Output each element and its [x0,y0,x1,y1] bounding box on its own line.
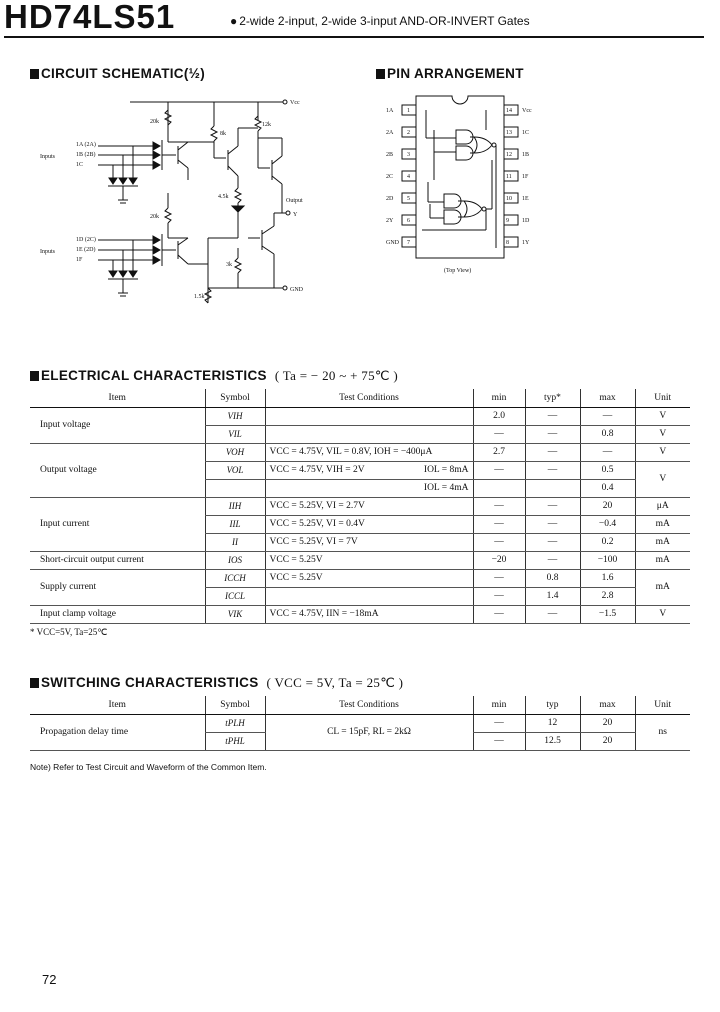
pin-1b: 1B (2B) [76,152,96,158]
test-condition-sub: IOL = 8mA [423,465,469,475]
symbol-cell: ICCL [205,587,265,605]
pin-number: 4 [407,174,410,180]
min-cell: — [473,461,525,479]
col-min: min [473,389,525,407]
col-item: Item [30,389,205,407]
test-condition: VCC = 5.25V, VI = 0.4V [269,519,365,529]
electrical-body [30,407,690,623]
min-cell: — [473,569,525,587]
typ-cell: 0.8 [525,569,580,587]
inputs-bottom-label: Inputs [40,249,55,255]
max-cell: −0.4 [580,515,635,533]
test-condition: VCC = 5.25V [269,555,323,565]
pin-label: 1C [522,130,530,136]
test-cell [265,587,473,605]
pin-1a: 1A (2A) [76,142,96,148]
min-cell: −20 [473,551,525,569]
unit-cell: mA [635,569,690,605]
pin-label: 1F [522,174,529,180]
resistor-12k: 12k [262,122,271,128]
unit-cell: V [635,425,690,443]
test-cell [265,533,473,551]
page-header [4,2,704,38]
test-cell [265,497,473,515]
unit-cell: V [635,443,690,461]
symbol-cell: IIL [205,515,265,533]
col-test: Test Conditions [265,389,473,407]
test-cell [265,443,473,461]
pin-number: 7 [407,240,410,246]
item-cell: Supply current [30,569,205,605]
col-min: min [473,696,525,714]
symbol-cell: VOL [205,461,265,479]
pin-label: 1A [386,108,394,114]
pin-label: GND [386,240,399,246]
pin-number: 14 [506,108,512,114]
pin-label: 2C [386,174,394,180]
pin-number: 13 [506,130,512,136]
vcc-label: Vcc [290,100,300,106]
test-cell [265,551,473,569]
item-cell: Propagation delay time [30,714,205,750]
max-cell: — [580,443,635,461]
test-cell [265,515,473,533]
table-row [30,569,690,587]
col-symbol: Symbol [205,389,265,407]
inputs-top-label: Inputs [40,154,55,160]
pin-number: 10 [506,196,512,202]
col-unit: Unit [635,696,690,714]
col-unit: Unit [635,389,690,407]
min-cell: 2.0 [473,407,525,425]
pin-arrangement-title: PIN ARRANGEMENT [387,66,524,81]
pin-label: Vcc [522,108,532,114]
bullet-square-icon [30,69,39,79]
test-cell [265,407,473,425]
min-cell: — [473,533,525,551]
test-cell [265,461,473,479]
pin-number: 11 [506,174,512,180]
pin-label: 2D [386,196,394,202]
pin-1f: 1F [76,257,83,263]
unit-cell: ns [635,714,690,750]
typ-cell [525,479,580,497]
col-max: max [580,696,635,714]
switching-condition: ( VCC = 5V, Ta = 25℃ ) [266,675,404,690]
unit-cell: V [635,461,690,497]
col-typ: typ [525,696,580,714]
test-condition: VCC = 5.25V, VI = 7V [269,537,358,547]
pin-number: 6 [407,218,410,224]
schematic-heading [30,66,205,81]
col-typ: typ* [525,389,580,407]
test-cell: CL = 15pF, RL = 2kΩ [265,714,473,750]
symbol-cell: VOH [205,443,265,461]
table-row [30,443,690,461]
item-cell: Short-circuit output current [30,551,205,569]
output-y-label: Y [293,212,298,218]
typ-cell: — [525,515,580,533]
max-cell: 0.8 [580,425,635,443]
switching-heading [30,675,403,691]
test-condition: VCC = 4.75V, VIL = 0.8V, IOH = −400μA [269,447,433,457]
part-description [230,14,530,28]
switching-title: SWITCHING CHARACTERISTICS [41,675,259,690]
test-cell [265,569,473,587]
electrical-footnote: * VCC=5V, Ta=25℃ [30,627,108,637]
bullet-square-icon [30,678,39,688]
electrical-condition: ( Ta = − 20 ~ + 75℃ ) [274,368,398,383]
pin-label: 1E [522,196,529,202]
table-row [30,605,690,623]
pin-label: 2A [386,130,394,136]
item-cell: Output voltage [30,443,205,497]
bullet-icon: ● [230,14,238,28]
electrical-table [30,389,690,624]
min-cell: — [473,515,525,533]
unit-cell: mA [635,533,690,551]
typ-cell: — [525,605,580,623]
max-cell: 20 [580,714,635,732]
pin-label: 2Y [386,218,394,224]
electrical-title: ELECTRICAL CHARACTERISTICS [41,368,267,383]
pin-number: 8 [506,240,509,246]
typ-cell: — [525,461,580,479]
switching-header-row [30,696,690,714]
resistor-20k-top: 20k [150,119,159,125]
test-condition: VCC = 4.75V, VIH = 2V [269,465,365,475]
min-cell: — [473,425,525,443]
symbol-cell [205,479,265,497]
max-cell: −100 [580,551,635,569]
part-number: HD74LS51 [4,0,176,35]
min-cell: 2.7 [473,443,525,461]
max-cell: — [580,407,635,425]
pin-number: 2 [407,130,410,136]
electrical-heading [30,368,398,384]
max-cell: −1.5 [580,605,635,623]
symbol-cell: ICCH [205,569,265,587]
max-cell: 2.8 [580,587,635,605]
symbol-cell: tPLH [205,714,265,732]
unit-cell: V [635,605,690,623]
schematic-title: CIRCUIT SCHEMATIC(½) [41,66,205,81]
item-cell: Input current [30,497,205,551]
pin-number: 9 [506,218,509,224]
max-cell: 0.4 [580,479,635,497]
typ-cell: — [525,497,580,515]
item-cell: Input voltage [30,407,205,443]
test-condition-sub: IOL = 4mA [423,483,469,493]
unit-cell: mA [635,551,690,569]
resistor-20k-mid: 20k [150,214,159,220]
min-cell: — [473,587,525,605]
description-text: 2-wide 2-input, 2-wide 3-input AND-OR-INVERT Gates [239,14,530,28]
switching-body [30,714,690,750]
bullet-square-icon [376,69,385,79]
col-symbol: Symbol [205,696,265,714]
test-cell [265,605,473,623]
max-cell: 0.5 [580,461,635,479]
min-cell: — [473,605,525,623]
unit-cell: mA [635,515,690,533]
top-view-label: (Top View) [444,268,472,274]
common-item-note: Note) Refer to Test Circuit and Waveform of the Common Item. [30,762,267,772]
table-row [30,407,690,425]
symbol-cell: VIL [205,425,265,443]
pin-arrangement-diagram [386,90,546,280]
pin-number: 3 [407,152,410,158]
page-number: 72 [42,972,57,987]
resistor-8k: 8k [220,131,226,137]
max-cell: 0.2 [580,533,635,551]
symbol-cell: tPHL [205,732,265,750]
pin-label: 1D [522,218,530,224]
test-condition: VCC = 5.25V, VI = 2.7V [269,501,365,511]
resistor-3k: 3k [226,262,232,268]
symbol-cell: II [205,533,265,551]
typ-cell: 12 [525,714,580,732]
typ-cell: 12.5 [525,732,580,750]
output-label: Output [286,198,303,204]
bullet-square-icon [30,371,39,381]
min-cell: — [473,732,525,750]
unit-cell: μA [635,497,690,515]
unit-cell: V [635,407,690,425]
min-cell: — [473,497,525,515]
test-cell [265,479,473,497]
min-cell: — [473,714,525,732]
pin-number: 5 [407,196,410,202]
col-item: Item [30,696,205,714]
item-cell: Input clamp voltage [30,605,205,623]
pin-number: 1 [407,108,410,114]
circuit-schematic [38,88,338,313]
pin-1d: 1D (2C) [76,237,96,243]
test-condition: VCC = 5.25V [269,573,323,583]
col-max: max [580,389,635,407]
symbol-cell: VIH [205,407,265,425]
pin-number: 12 [506,152,512,158]
max-cell: 20 [580,497,635,515]
pin-label: 1B [522,152,530,158]
typ-cell: — [525,551,580,569]
typ-cell: — [525,425,580,443]
electrical-header-row [30,389,690,407]
table-row [30,551,690,569]
typ-cell: — [525,533,580,551]
gnd-label: GND [290,287,303,293]
symbol-cell: IOS [205,551,265,569]
test-condition: VCC = 4.75V, IIN = −18mA [269,609,379,619]
typ-cell: 1.4 [525,587,580,605]
max-cell: 20 [580,732,635,750]
max-cell: 1.6 [580,569,635,587]
typ-cell: — [525,443,580,461]
pin-1c: 1C [76,162,84,168]
test-cell [265,425,473,443]
symbol-cell: IIH [205,497,265,515]
pin-arrangement-heading [376,66,524,81]
pin-label: 1Y [522,240,530,246]
table-row [30,497,690,515]
table-row [30,714,690,732]
resistor-1-5k: 1.5k [194,294,205,300]
resistor-4-5k: 4.5k [218,194,229,200]
symbol-cell: VIK [205,605,265,623]
min-cell [473,479,525,497]
pin-1e: 1E (2D) [76,247,96,253]
pin-label: 2B [386,152,394,158]
switching-table [30,696,690,751]
col-test: Test Conditions [265,696,473,714]
typ-cell: — [525,407,580,425]
